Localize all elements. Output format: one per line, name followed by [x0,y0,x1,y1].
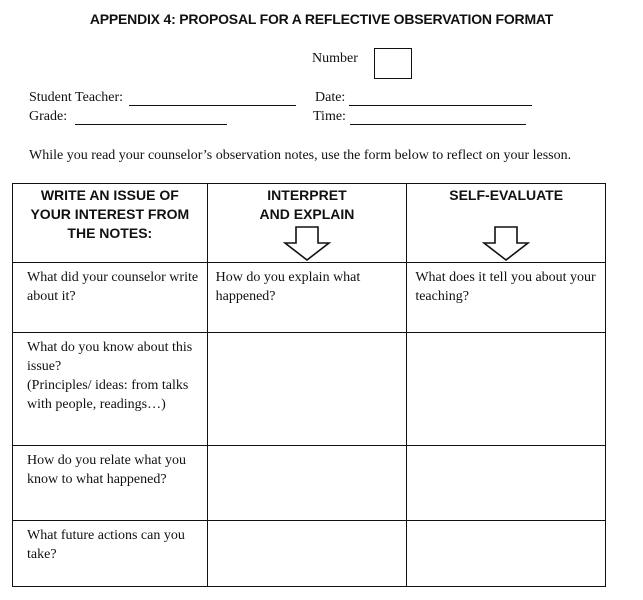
page-title: APPENDIX 4: PROPOSAL FOR A REFLECTIVE OBSERVATION FORMAT [89,11,554,27]
number-label: Number [312,51,358,66]
grade-label: Grade: [29,109,68,124]
table-cell[interactable] [207,263,407,333]
instruction-text: While you read your counselor’s observation notes, use the form below to reflect on your lesson. [29,148,572,163]
time-field[interactable] [350,124,526,125]
prompt-future-actions: What future actions can you take? [27,528,185,562]
down-arrow-icon [283,226,331,262]
prompt-know-issue: What do you know about this issue? [27,340,193,374]
table-cell[interactable] [207,521,407,587]
header-self-evaluate-label: SELF-EVALUATE [449,187,564,203]
table-cell[interactable] [407,446,606,521]
cell-text [208,333,407,338]
date-label: Date: [315,90,346,105]
header-self-evaluate [407,184,606,263]
header-interpret [207,184,407,263]
cell-text [407,333,605,338]
time-label: Time: [313,109,346,124]
prompt-principles-note: (Principles/ ideas: from talks with people, readings…) [27,378,189,412]
date-field[interactable] [349,105,532,106]
table-row [13,263,606,333]
table-cell[interactable] [13,446,208,521]
table-cell[interactable] [207,333,407,446]
cell-text [407,521,605,526]
number-field[interactable] [374,48,412,79]
table-row [13,521,606,587]
table-cell[interactable] [407,521,606,587]
table-cell[interactable] [13,263,208,333]
grade-field[interactable] [75,124,227,125]
header-interpret-label: INTERPRET AND EXPLAIN [259,187,355,222]
prompt-counselor-write: What did your counselor write about it? [27,270,199,304]
table-cell[interactable] [13,333,208,446]
student-teacher-label: Student Teacher: [29,90,124,105]
cell-text [407,446,605,451]
table-cell[interactable] [13,521,208,587]
reflection-table [12,183,606,587]
prompt-teaching: What does it tell you about your teaching? [415,270,596,304]
table-row [13,333,606,446]
table-cell[interactable] [207,446,407,521]
table-row [13,446,606,521]
table-cell[interactable] [407,263,606,333]
table-cell[interactable] [407,333,606,446]
student-teacher-field[interactable] [129,105,296,106]
header-issue [13,184,208,263]
cell-text [208,446,407,451]
prompt-explain-happened: How do you explain what happened? [215,270,361,304]
table-header-row [13,184,606,263]
header-issue-label: WRITE AN ISSUE OF YOUR INTEREST FROM THE NOTES: [30,187,190,241]
cell-text [208,521,407,526]
down-arrow-icon [482,226,530,262]
prompt-relate: How do you relate what you know to what happened? [27,453,187,487]
